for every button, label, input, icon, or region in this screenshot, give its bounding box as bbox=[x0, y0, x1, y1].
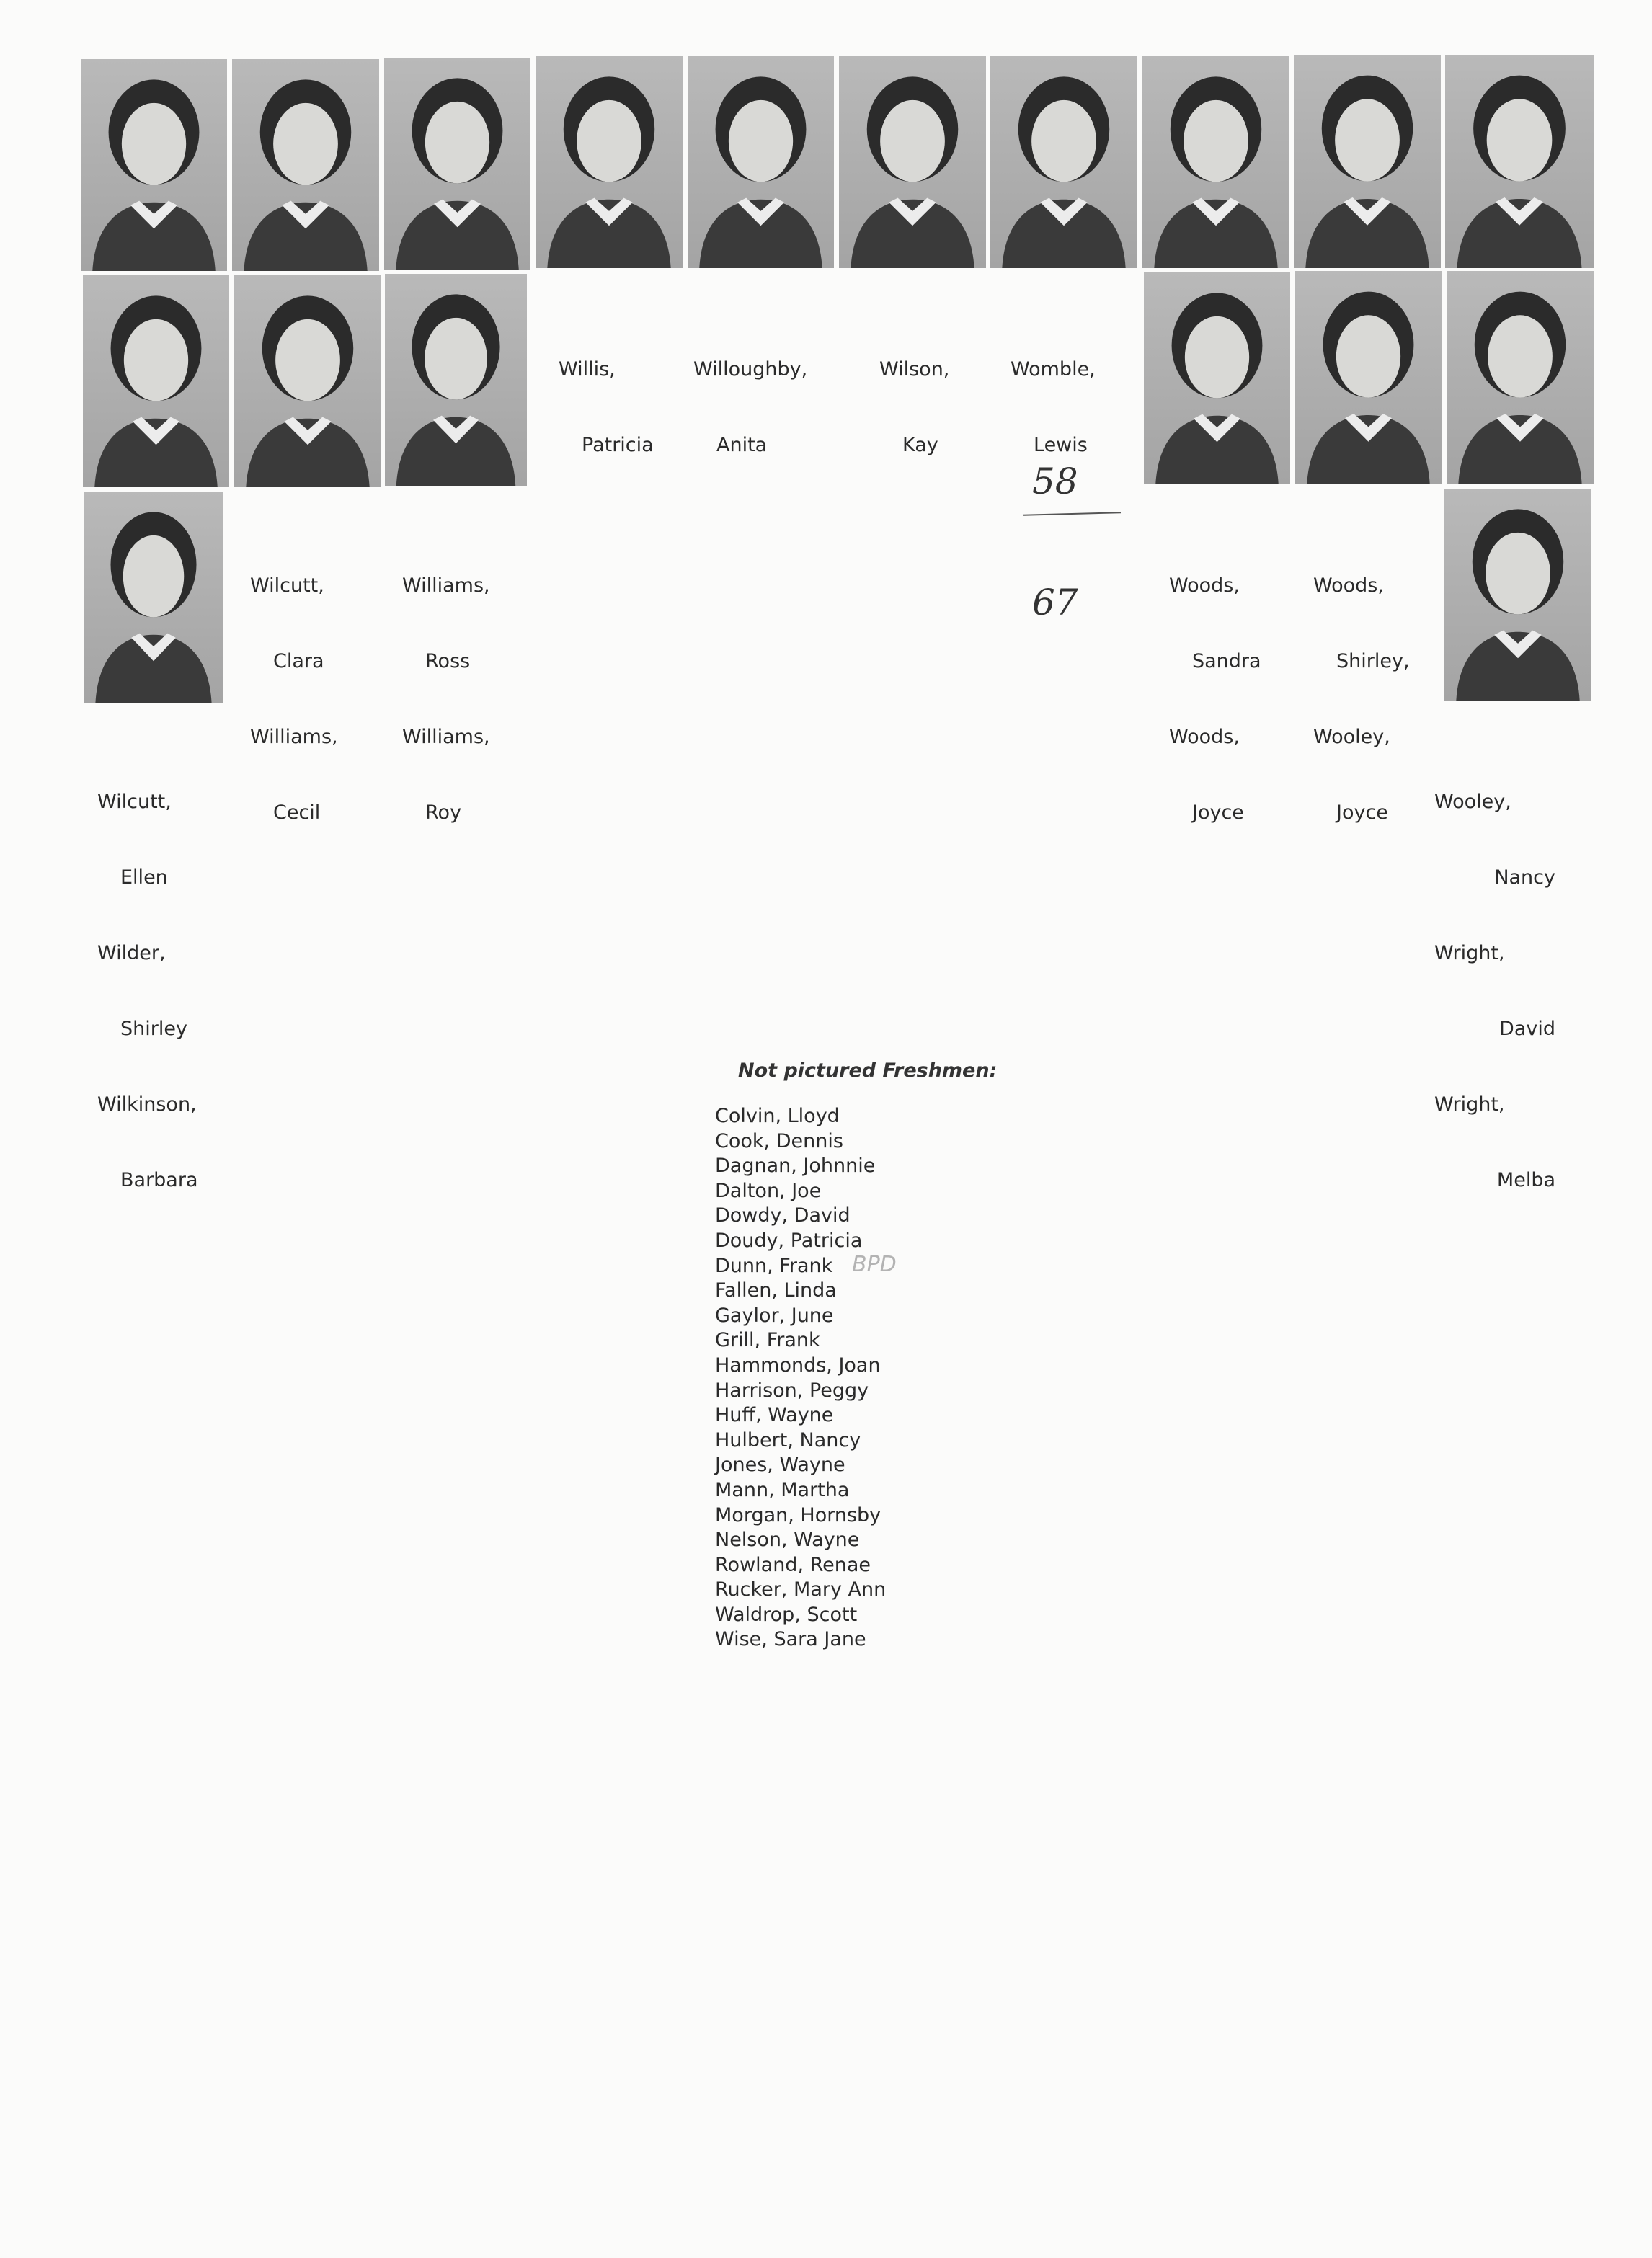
not-pictured-name: Dowdy, David bbox=[715, 1204, 851, 1227]
caption-surname: Wright, bbox=[1434, 1093, 1505, 1116]
caption-right-column bbox=[1434, 739, 1555, 1218]
caption-left-column bbox=[97, 739, 198, 1218]
not-pictured-list bbox=[715, 1104, 886, 1653]
caption-surname: Wooley, bbox=[1313, 726, 1390, 748]
not-pictured-name: Dalton, Joe bbox=[715, 1179, 822, 1202]
caption-surname: Wilcutt, bbox=[97, 791, 172, 813]
not-pictured-name: Wise, Sara Jane bbox=[715, 1628, 866, 1651]
not-pictured-name: Morgan, Hornsby bbox=[715, 1503, 881, 1526]
not-pictured-name: Waldrop, Scott bbox=[715, 1603, 858, 1626]
portrait-photo bbox=[536, 56, 683, 268]
portrait-photo bbox=[1445, 55, 1594, 268]
portrait-silhouette bbox=[232, 59, 379, 271]
caption-surname: Wooley, bbox=[1434, 791, 1511, 813]
caption-williams-ross-roy bbox=[402, 523, 490, 850]
portrait-silhouette bbox=[839, 56, 986, 268]
not-pictured-name: Fallen, Linda bbox=[715, 1279, 837, 1302]
portrait-silhouette bbox=[688, 56, 834, 268]
portrait-photo bbox=[688, 56, 834, 268]
caption-firstname: Shirley bbox=[120, 1018, 187, 1040]
caption-surname: Wilcutt, bbox=[250, 574, 324, 597]
not-pictured-name: Gaylor, June bbox=[715, 1304, 834, 1327]
caption-firstname: Kay bbox=[902, 434, 938, 456]
portrait-photo bbox=[234, 275, 381, 487]
caption-firstname: Patricia bbox=[582, 434, 654, 456]
caption-surname: Willis, bbox=[559, 358, 616, 381]
not-pictured-name: Rowland, Renae bbox=[715, 1553, 871, 1576]
caption-firstname: Sandra bbox=[1192, 650, 1261, 672]
caption-surname: Wilder, bbox=[97, 942, 166, 964]
not-pictured-name: Hulbert, Nancy bbox=[715, 1428, 861, 1452]
portrait-silhouette bbox=[536, 56, 683, 268]
not-pictured-name: Cook, Dennis bbox=[715, 1129, 843, 1152]
not-pictured-name: Harrison, Peggy bbox=[715, 1379, 869, 1402]
caption-firstname: Clara bbox=[273, 650, 324, 672]
caption-firstname: David bbox=[1499, 1018, 1555, 1040]
portrait-silhouette bbox=[1447, 271, 1594, 484]
portrait-silhouette bbox=[1444, 489, 1591, 701]
portrait-photo bbox=[81, 59, 227, 271]
portrait-silhouette bbox=[234, 275, 381, 487]
portrait-photo bbox=[84, 492, 223, 703]
caption-firstname: Barbara bbox=[120, 1169, 198, 1191]
not-pictured-name: Huff, Wayne bbox=[715, 1404, 834, 1427]
not-pictured-name: Rucker, Mary Ann bbox=[715, 1578, 887, 1601]
portrait-photo bbox=[1444, 489, 1591, 701]
portrait-silhouette bbox=[84, 492, 223, 703]
caption-woods-shirley-wooley bbox=[1313, 523, 1410, 850]
caption-willoughby bbox=[693, 306, 807, 483]
not-pictured-title: Not pictured Freshmen: bbox=[738, 1059, 998, 1082]
caption-surname: Wilson, bbox=[879, 358, 950, 381]
portrait-photo bbox=[839, 56, 986, 268]
portrait-silhouette bbox=[1445, 55, 1594, 268]
handwritten-line: 58 bbox=[1032, 461, 1078, 502]
portrait-photo bbox=[232, 59, 379, 271]
caption-firstname: Joyce bbox=[1336, 801, 1388, 824]
portrait-silhouette bbox=[81, 59, 227, 271]
caption-firstname: Shirley, bbox=[1336, 650, 1410, 672]
not-pictured-name: Hammonds, Joan bbox=[715, 1354, 881, 1377]
caption-surname: Woods, bbox=[1169, 574, 1240, 597]
portrait-photo bbox=[1144, 272, 1290, 484]
not-pictured-name: Nelson, Wayne bbox=[715, 1529, 860, 1552]
portrait-silhouette bbox=[1295, 271, 1442, 484]
caption-firstname: Melba bbox=[1496, 1169, 1555, 1191]
caption-firstname: Joyce bbox=[1192, 801, 1244, 824]
caption-surname: Woods, bbox=[1313, 574, 1384, 597]
caption-wilcutt-williams bbox=[250, 523, 338, 850]
portrait-photo bbox=[990, 56, 1137, 268]
caption-firstname: Cecil bbox=[273, 801, 321, 824]
portrait-silhouette bbox=[990, 56, 1137, 268]
portrait-silhouette bbox=[1142, 56, 1289, 268]
caption-surname: Wilkinson, bbox=[97, 1093, 197, 1116]
portrait-silhouette bbox=[1294, 55, 1441, 268]
portrait-photo bbox=[83, 275, 229, 487]
caption-firstname: Lewis bbox=[1034, 434, 1088, 456]
caption-surname: Wright, bbox=[1434, 942, 1505, 964]
not-pictured-name: Colvin, Lloyd bbox=[715, 1105, 840, 1127]
not-pictured-name: Dunn, Frank bbox=[715, 1254, 833, 1277]
not-pictured-name: Grill, Frank bbox=[715, 1329, 820, 1352]
caption-firstname: Roy bbox=[425, 801, 462, 824]
portrait-photo bbox=[1142, 56, 1289, 268]
handwritten-numbers bbox=[1032, 381, 1078, 663]
not-pictured-name: Mann, Martha bbox=[715, 1478, 850, 1501]
portrait-photo bbox=[1295, 271, 1442, 484]
caption-surname: Williams, bbox=[402, 574, 490, 597]
portrait-photo bbox=[385, 274, 527, 486]
caption-surname: Woods, bbox=[1169, 726, 1240, 748]
portrait-photo bbox=[1447, 271, 1594, 484]
portrait-silhouette bbox=[83, 275, 229, 487]
portrait-photo bbox=[1294, 55, 1441, 268]
not-pictured-name: Doudy, Patricia bbox=[715, 1229, 863, 1252]
caption-firstname: Anita bbox=[716, 434, 768, 456]
caption-firstname: Nancy bbox=[1494, 866, 1555, 889]
caption-surname: Willoughby, bbox=[693, 358, 808, 381]
portrait-silhouette bbox=[385, 274, 527, 486]
caption-surname: Williams, bbox=[402, 726, 490, 748]
not-pictured-name: Dagnan, Johnnie bbox=[715, 1155, 876, 1178]
caption-firstname: Ross bbox=[425, 650, 471, 672]
portrait-photo bbox=[384, 58, 530, 270]
caption-surname: Womble, bbox=[1011, 358, 1096, 381]
caption-surname: Williams, bbox=[250, 726, 338, 748]
not-pictured-name: Jones, Wayne bbox=[715, 1454, 845, 1477]
portrait-silhouette bbox=[1144, 272, 1290, 484]
caption-wilson bbox=[879, 306, 949, 483]
caption-willis bbox=[559, 306, 654, 483]
pencil-note: BPD bbox=[852, 1252, 897, 1277]
caption-firstname: Ellen bbox=[120, 866, 168, 889]
handwritten-line: 67 bbox=[1032, 582, 1078, 623]
portrait-silhouette bbox=[384, 58, 530, 270]
caption-woods-sandra-joyce bbox=[1169, 523, 1261, 850]
